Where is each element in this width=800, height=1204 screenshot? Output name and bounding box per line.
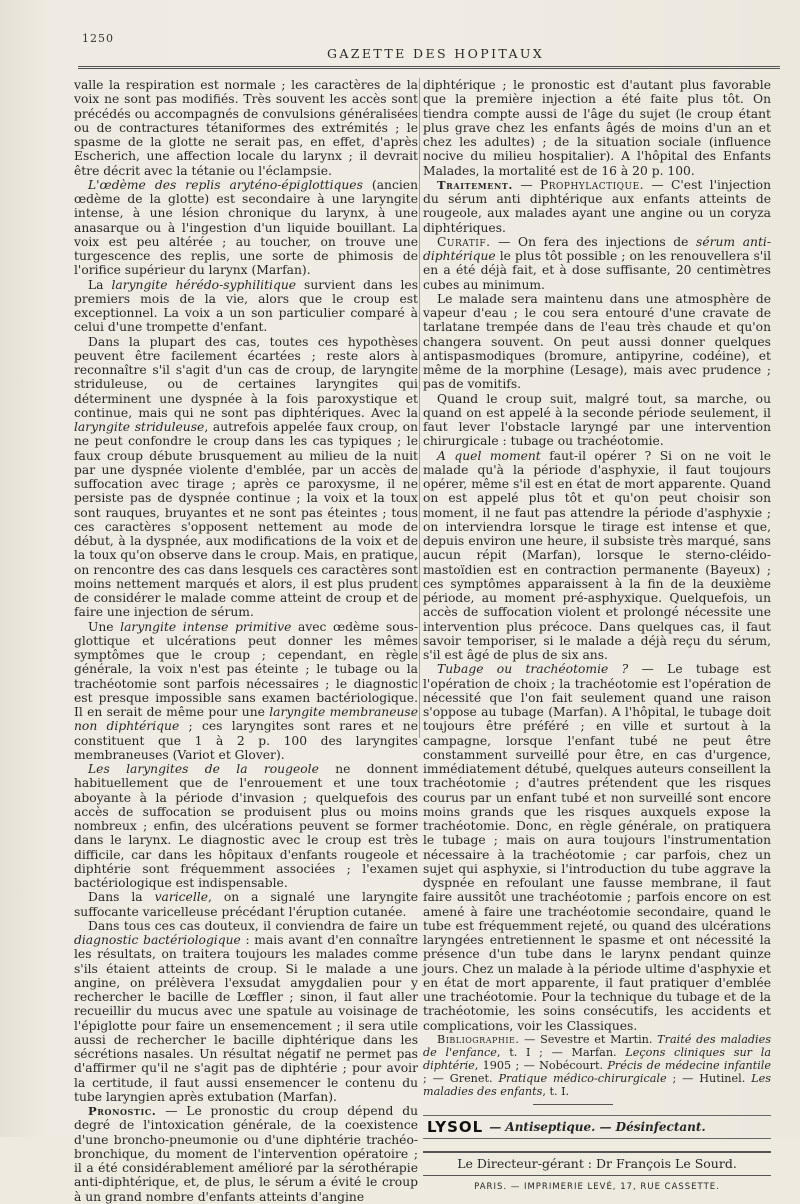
printer-imprint: PARIS. — IMPRIMERIE LEVÉ, 17, RUE CASSETTE. xyxy=(474,1181,720,1192)
header-rule xyxy=(78,66,780,69)
right-column xyxy=(423,78,771,1194)
running-title: GAZETTE DES HOPITAUX xyxy=(327,46,545,61)
paragraph: Tubage ou trachéotomie ? — Le tubage est l'opération de choix ; la trachéotomie est l'opération de nécessité que l'on fait seulement quand une raison s'oppose au tubage (Marfan). A l'hôpital, le tubage doit toujours être préféré ; en ville et surtout à la campagne, lorsque l'enfant tubé ne peut être constamment surveillé pour être, en cas d'urgence, immédiatement détubé, quelques auteurs conseillent la trachéotomie ; d'autres prétendent que les risques courus par un enfant tubé et non surveillé sont encore moins grands que les risques auxquels expose la trachéotomie. Donc, en règle générale, on pratiquera le tubage ; mais on aura toujours l'instrumentation nécessaire à la trachéotomie ; car parfois, chez un sujet qui asphyxie, si l'introduction du tube aggrave la dyspnée en refoulant une fausse membrane, il faut faire aussitôt une trachéotomie ; parfois encore on est amené à faire une trachéotomie secondaire, quand le tube est fréquemment rejeté, ou quand des ulcérations laryngées entretiennent le spasme et ont nécessité la présence d'un tube dans le larynx pendant quinze jours. Chez un malade à la période ultime d'asphyxie et en état de mort apparente, il faut pratiquer d'emblée une trachéotomie. Pour la technique du tubage et de la trachéotomie, les soins consécutifs, les accidents et complications, voir les Classiques. xyxy=(423,662,771,1033)
paragraph: Dans la varicelle, on a signalé une laryngite suffocante varicelleuse précédant l'éruption cutanée. xyxy=(74,890,418,919)
column-divider xyxy=(419,78,420,738)
paragraph: Pronostic. — Le pronostic du croup dépend du degré de l'intoxication générale, de la coexistence d'une broncho-pneumonie ou d'une diphtérie trachéo-bronchique, du moment de l'intervention opératoire ; il a été considérablement amélioré par la sérothérapie anti-diphtérique, et, de plus, le sérum a évité le croup à un grand nombre d'enfants atteints d'angine xyxy=(74,1104,418,1204)
page-number: 1250 xyxy=(82,32,114,45)
paragraph: Curatif. — On fera des injections de sérum anti-diphtérique le plus tôt possible ; on les renouvellera s'il en a été déjà fait, et à dose suffisante, 20 centimètres cubes au minimum. xyxy=(423,234,771,292)
paragraph: La laryngite hérédo-syphilitique survient dans les premiers mois de la vie, alors que le croup est exceptionnel. La voix a un son particulier comparé à celui d'une trompette d'enfant. xyxy=(74,277,419,335)
paragraph: Le malade sera maintenu dans une atmosphère de vapeur d'eau ; le cou sera entouré d'une cravate de tarlatane trempée dans de l'eau très chaude et qu'on changera souvent. On peut aussi donner quelques antispasmodiques (bromure, antipyrine, codéine), et même de la morphine (Lesage), mais avec prudence ; pas de vomitifs. xyxy=(423,291,771,392)
advertisement xyxy=(423,1115,771,1139)
paragraph: Quand le croup suit, malgré tout, sa marche, ou quand on est appelé à la seconde période seulement, il faut lever l'obstacle laryngé par une intervention chirurgicale : tubage ou trachéotomie. xyxy=(423,391,771,449)
paragraph: A quel moment faut-il opérer ? Si on ne voit le malade qu'à la période d'asphyxie, il faut toujours opérer, même s'il est en état de mort apparente. Quand on est appelé plus tôt et qu'on peut choisir son moment, il ne faut pas attendre la période d'asphyxie ; on interviendra lorsque le tirage est intense et que, depuis environ une heure, il subsiste très marqué, sans aucun répit (Marfan), lorsque le sterno-cléido-mastoïdien est en contraction permanente (Bayeux) ; ces symptômes apparaissent à la fin de la deuxième période, au moment pré-asphyxique. Quelquefois, un accès de suffocation violent et prolongé nécessite une intervention plus précoce. Dans quelques cas, il faut savoir temporiser, si le malade a déjà reçu du sérum, s'il est âgé de plus de six ans. xyxy=(423,448,772,662)
paragraph: valle la respiration est normale ; les caractères de la voix ne sont pas modifiés. Très souvent les accès sont précédés ou accompagnés de convulsions généralisées ou de contractures tétaniformes des extrémités ; le spasme de la glotte ne serait pas, en effet, d'après Escherich, une affection locale du larynx ; il devrait être décrit avec la tétanie ou l'éclampsie. xyxy=(74,78,418,178)
separator-rule xyxy=(533,1104,613,1105)
bibliography: Bibliographie. — Sevestre et Martin. Traité des maladies de l'enfance, t. I ; — Marfan. Leçons cliniques sur la diphtérie, 1905 ; — Nobécourt. Précis de médecine infantile ; — Grenet. Pratique médico-chirurgicale ; — Hutinel. Les maladies des enfants, t. I. xyxy=(423,1032,771,1098)
publisher-line: Le Directeur-gérant : Dr François Le Sourd. xyxy=(423,1151,771,1176)
left-column xyxy=(74,78,418,1204)
paragraph: Dans la plupart des cas, toutes ces hypothèses peuvent être facilement écartées ; reste alors à reconnaître s'il s'agit d'un cas de croup, de laryngite striduleuse, ou de certaines laryngites qui déterminent une dyspnée à la fois paroxystique et continue, mais qui ne sont pas diphtériques. Avec la laryngite striduleuse, autrefois appelée faux croup, on ne peut confondre le croup dans les cas typiques ; le faux croup débute brusquement au milieu de la nuit par une dyspnée violente d'emblée, par un accès de suffocation avec tirage ; après ce paroxysme, il ne persiste pas de dyspnée continue ; la voix et la toux sont rauques, bruyantes et ne sont pas éteintes ; tous ces caractères s'opposent nettement au mode de début, à la dyspnée, aux modifications de la voix et de la toux qu'on observe dans le croup. Mais, en pratique, on rencontre des cas dans lesquels ces caractères sont moins nettement marqués et alors, il est plus prudent de considérer le malade comme atteint de croup et de faire une injection de sérum. xyxy=(74,334,418,620)
advert-tagline: — Antiseptique. — Désinfectant. xyxy=(489,1119,706,1134)
paragraph: Traitement. — Prophylactique. — C'est l'injection du sérum anti diphtérique aux enfants atteints de rougeole, aux malades ayant une angine ou un coryza diphtériques. xyxy=(423,177,771,235)
paragraph: Une laryngite intense primitive avec œdème sous-glottique et ulcérations peut donner les mêmes symptômes que le croup ; cependant, en règle générale, la voix n'est pas éteinte ; le tubage ou la trachéotomie sont parfois nécessaires ; le diagnostic est presque impossible sans examen bactériologique. Il en serait de même pour une laryngite membraneuse non diphtérique ; ces laryngites sont rares et ne constituent que 1 à 2 p. 100 des laryngites membraneuses (Variot et Glover). xyxy=(74,619,418,762)
section-heading: Traitement. xyxy=(437,177,514,192)
paragraph: Les laryngites de la rougeole ne donnent habituellement que de l'enrouement et une toux aboyante à la période d'invasion ; quelquefois des accès de suffocation se produisent plus ou moins nombreux ; enfin, des ulcérations peuvent se former dans le larynx. Le diagnostic avec le croup est très difficile, car dans les hôpitaux d'enfants rougeole et diphtérie sont fréquemment associées ; l'examen bactériologique est indispensable. xyxy=(74,762,418,890)
advert-brand: LYSOL xyxy=(427,1117,484,1136)
paragraph: L'œdème des replis aryténo-épiglottiques (ancien œdème de la glotte) est secondaire à une laryngite intense, à une lésion chronique du larynx, à une anasarque ou à l'ingestion d'un liquide bouillant. La voix est peu altérée ; au toucher, on trouve une turgescence des replis, une sorte de phimosis de l'orifice supérieur du larynx (Marfan). xyxy=(74,177,418,278)
section-heading: Pronostic. xyxy=(88,1104,157,1118)
paragraph: diphtérique ; le pronostic est d'autant plus favorable que la première injection a été faite plus tôt. On tiendra compte aussi de l'âge du sujet (le croup étant plus grave chez les enfants âgés de moins d'un an et chez les adultes) ; de la situation sociale (influence nocive du milieu hospitalier). A l'hôpital des Enfants Malades, la mortalité est de 16 à 20 p. 100. xyxy=(423,78,771,178)
paragraph: Dans tous ces cas douteux, il conviendra de faire un diagnostic bactériologique : mais avant d'en connaître les résultats, on traitera toujours les malades comme s'ils étaient atteints de croup. Si le malade a une angine, on prélèvera l'exsudat amygdalien pour y rechercher le bacille de Lœffler ; sinon, il faut aller recueillir du mucus avec une spatule au voisinage de l'épiglotte pour faire un ensemencement ; il sera utile aussi de rechercher le bacille diphtérique dans les sécrétions nasales. Un résultat négatif ne permet pas d'affirmer qu'il ne s'agit pas de diphtérie ; pour avoir la certitude, il faut aussi ensemencer le contenu du tube laryngien après extubation (Marfan). xyxy=(74,918,418,1104)
page-header xyxy=(82,32,772,62)
